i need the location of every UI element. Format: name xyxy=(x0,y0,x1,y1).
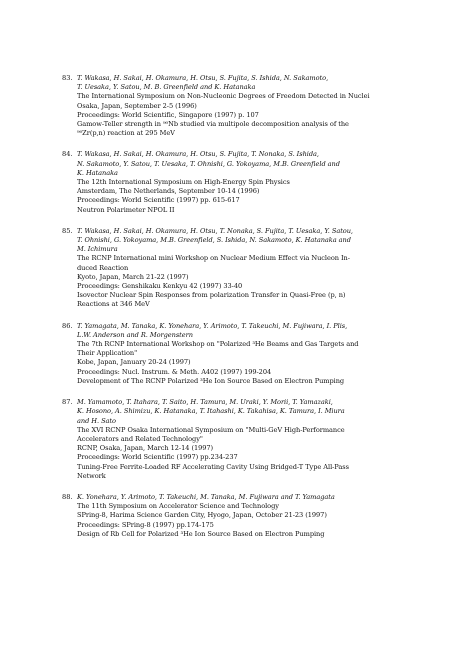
reference-text-line: The 12th International Symposium on High-Energy Spin Physics xyxy=(77,178,290,187)
reference-body xyxy=(77,398,420,481)
reference-authors-line: L.W. Anderson and R. Morgenstern xyxy=(77,330,193,339)
reference-text-line: Their Application" xyxy=(77,349,138,358)
reference-number: 87. xyxy=(62,398,73,407)
reference-authors-line: K. Hosono, A. Shimizu, K. Hatanaka, T. Itahashi, K. Takahisa, K. Tamura, I. Miura xyxy=(77,407,345,416)
reference-text-line: The 11th Symposium on Accelerator Science and Technology xyxy=(77,502,279,511)
reference-text-line: Isovector Nuclear Spin Responses from polarization Transfer in Quasi-Free (p, n) xyxy=(77,291,346,300)
reference-text-line: Amsterdam, The Netherlands, September 10-14 (1996) xyxy=(77,187,260,196)
reference-text-line: The RCNP International mini Workshop on Nuclear Medium Effect via Nucleon In- xyxy=(77,254,350,263)
reference-text-line: Proceedings: World Scientific (1997) pp.234-237 xyxy=(77,453,238,462)
reference-entry xyxy=(62,322,420,386)
reference-authors-line: M. Yamamoto, T. Itahara, T. Saito, H. Tamura, M. Uraki, Y. Morii, T. Yamazaki, xyxy=(77,398,333,407)
reference-authors-line: K. Yonehara, Y. Arimoto, T. Takeuchi, M. Tanaka, M. Fujiwara and T. Yamagata xyxy=(77,492,335,501)
reference-text-line: Proceedings: Nucl. Instrum. & Meth. A402 (1997) 199-204 xyxy=(77,367,272,376)
reference-text-line: Kobe, Japan, January 20-24 (1997) xyxy=(77,358,191,367)
reference-number: 86. xyxy=(62,321,73,330)
reference-text-line: Reactions at 346 MeV xyxy=(77,300,150,309)
reference-authors-line: and H. Sato xyxy=(77,416,116,425)
reference-text-line: Proceedings: World Scientific, Singapore (1997) p. 107 xyxy=(77,110,259,119)
reference-text-line: Accelerators and Related Technology" xyxy=(77,434,203,443)
reference-list xyxy=(62,74,420,551)
reference-text-line: Gamow-Teller strength in ⁹⁰Nb studied via multipole decomposition analysis of the xyxy=(77,120,349,129)
reference-body xyxy=(77,322,420,386)
reference-entry xyxy=(62,150,420,214)
reference-body xyxy=(77,493,420,539)
reference-text-line: Tuning-Free Ferrite-Loaded RF Accelerating Cavity Using Bridged-T Type All-Pass xyxy=(77,462,349,471)
reference-text-line: Proceedings: SPring-8 (1997) pp.174-175 xyxy=(77,520,214,529)
reference-entry xyxy=(62,493,420,539)
reference-text-line: Design of Rb Cell for Polarized ³He Ion Source Based on Electron Pumping xyxy=(77,529,325,538)
reference-text-line: RCNP, Osaka, Japan, March 12-14 (1997) xyxy=(77,444,214,453)
reference-text-line: Kyoto, Japan, March 21-22 (1997) xyxy=(77,272,189,281)
reference-number: 84. xyxy=(62,150,73,159)
reference-text-line: Development of The RCNP Polarized ³He Ion Source Based on Electron Pumping xyxy=(77,376,345,385)
reference-number: 83. xyxy=(62,74,73,82)
reference-text-line: SPring-8, Harima Science Garden City, Hyogo, Japan, October 21-23 (1997) xyxy=(77,511,327,520)
reference-text-line: ⁹⁰Zr(p,n) reaction at 295 MeV xyxy=(77,129,175,138)
reference-authors-line: T. Wakasa, H. Sakai, H. Okamura, H. Otsu, S. Fujita, S. Ishida, N. Sakamoto, xyxy=(77,74,329,82)
reference-body xyxy=(77,74,420,138)
reference-entry xyxy=(62,398,420,481)
reference-text-line: The XVI RCNP Osaka International Symposium on "Multi-GeV High-Performance xyxy=(77,425,345,434)
reference-authors-line: N. Sakamoto, Y. Satou, T. Uesaka, T. Ohnishi, G. Yokoyama, M.B. Greenfield and xyxy=(77,159,340,168)
reference-text-line: duced Reaction xyxy=(77,263,129,272)
reference-entry xyxy=(62,74,420,138)
reference-text-line: Neutron Polarimeter NPOL II xyxy=(77,205,175,214)
reference-text-line: Proceedings: World Scientific (1997) pp. 615-617 xyxy=(77,196,240,205)
reference-authors-line: M. Ichimura xyxy=(77,245,118,254)
reference-number: 88. xyxy=(62,492,73,501)
reference-text-line: The International Symposium on Non-Nucleonic Degrees of Freedom Detected in Nuclei xyxy=(77,92,370,101)
reference-text-line: The 7th RCNP International Workshop on "Polarized ³He Beams and Gas Targets and xyxy=(77,340,359,349)
reference-text-line: Network xyxy=(77,471,106,480)
reference-text-line: Osaka, Japan, September 2-5 (1996) xyxy=(77,101,197,110)
reference-authors-line: T. Ohnishi, G. Yokoyama, M.B. Greenfield, S. Ishida, N. Sakamoto, K. Hatanaka and xyxy=(77,236,351,245)
reference-entry xyxy=(62,227,420,310)
reference-authors-line: T. Uesaka, Y. Satou, M. B. Greenfield and K. Hatanaka xyxy=(77,83,256,92)
reference-number: 85. xyxy=(62,226,73,235)
reference-body xyxy=(77,150,420,214)
reference-authors-line: K. Hatanaka xyxy=(77,168,118,177)
reference-authors-line: T. Wakasa, H. Sakai, H. Okamura, H. Otsu, T. Nonaka, S. Fujita, T. Uesaka, Y. Satou, xyxy=(77,226,353,235)
reference-text-line: Proceedings: Genshikaku Kenkyu 42 (1997) 33-40 xyxy=(77,282,243,291)
reference-authors-line: T. Wakasa, H. Sakai, H. Okamura, H. Otsu, S. Fujita, T. Nonaka, S. Ishida, xyxy=(77,150,319,159)
reference-authors-line: T. Yamagata, M. Tanaka, K. Yonehara, Y. Arimoto, T. Takeuchi, M. Fujiwara, I. Plis, xyxy=(77,321,348,330)
reference-body xyxy=(77,227,420,310)
